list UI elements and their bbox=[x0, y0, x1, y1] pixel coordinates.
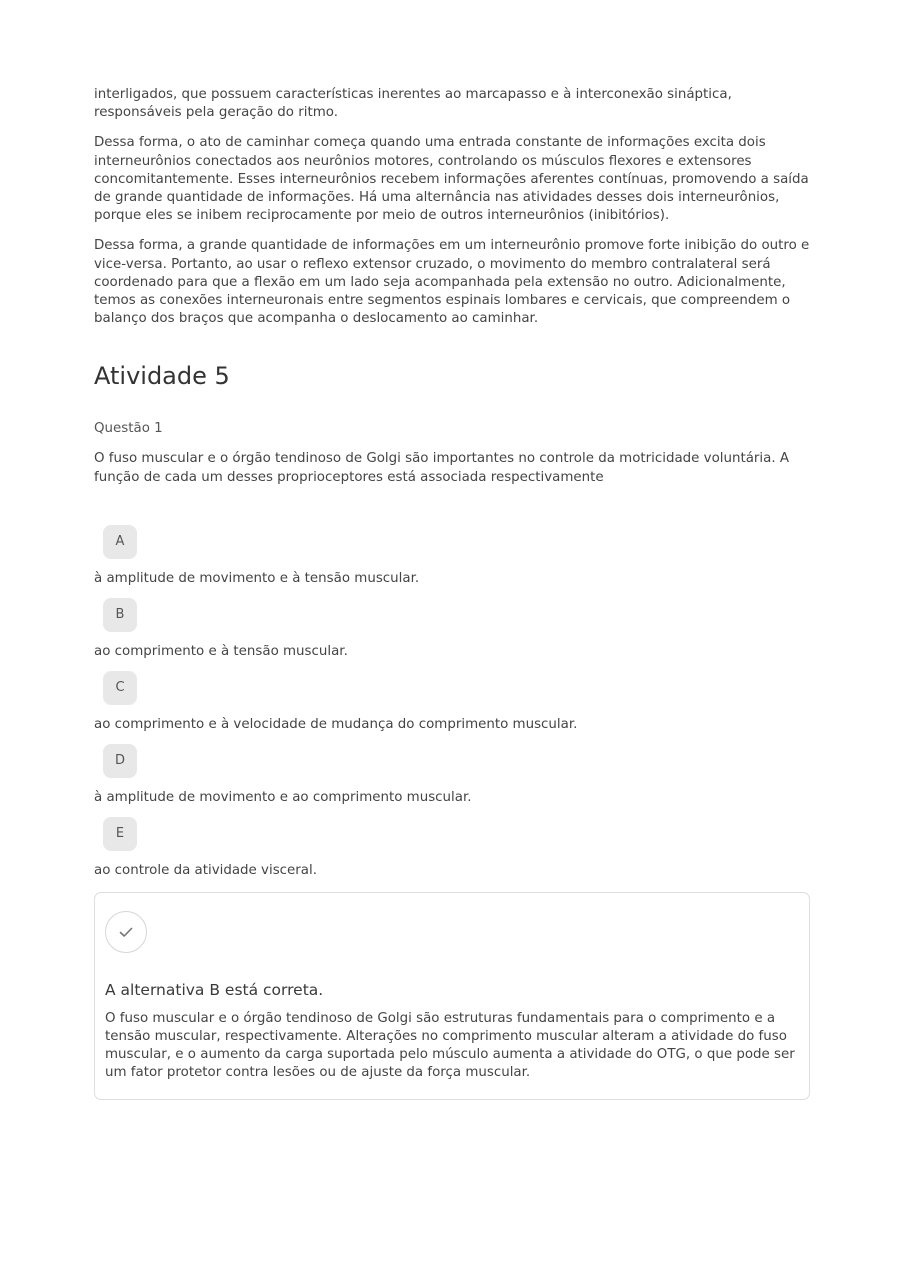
question-label: Questão 1 bbox=[94, 421, 163, 437]
answer-title: A alternativa B está correta. bbox=[105, 980, 324, 999]
option-letter-badge[interactable]: B bbox=[103, 598, 137, 632]
option-letter-badge[interactable]: D bbox=[103, 744, 137, 778]
question-text: O fuso muscular e o órgão tendinoso de Golgi são importantes no controle da motricidade voluntária. A função de cada um desses proprioceptores está associada respectivamente bbox=[94, 451, 790, 485]
option-text[interactable]: ao comprimento e à tensão muscular. bbox=[94, 643, 348, 659]
option-d[interactable] bbox=[94, 744, 810, 817]
option-letter-badge[interactable]: E bbox=[103, 817, 137, 851]
option-b[interactable] bbox=[94, 598, 810, 671]
section-title: Atividade 5 bbox=[94, 362, 230, 391]
answer-feedback-card bbox=[94, 892, 810, 1100]
option-c[interactable] bbox=[94, 671, 810, 744]
answer-explanation: O fuso muscular e o órgão tendinoso de Golgi são estruturas fundamentais para o comprimento e a tensão muscular, respectivamente. Alterações no comprimento muscular alteram a atividade do fuso muscular, e o aumento da carga suportada pelo músculo aumenta a atividade do OTG, o que pode ser um fator protetor contra lesões ou de ajuste da força muscular. bbox=[105, 1010, 795, 1081]
option-letter-badge[interactable]: C bbox=[103, 671, 137, 705]
option-text[interactable]: à amplitude de movimento e à tensão muscular. bbox=[94, 570, 420, 586]
options-list bbox=[94, 525, 810, 890]
option-a[interactable] bbox=[94, 525, 810, 598]
option-text[interactable]: à amplitude de movimento e ao comprimento muscular. bbox=[94, 789, 472, 805]
intro-paragraph: Dessa forma, a grande quantidade de informações em um interneurônio promove forte inibição do outro e vice-versa. Portanto, ao usar o reflexo extensor cruzado, o movimento do membro contralateral será coordenado para que a flexão em um lado seja acompanhada pela extensão no outro. Adicionalmente, temos as conexões interneuronais entre segmentos espinais lombares e cervicais, que compreendem o balanço dos braços que acompanha o deslocamento ao caminhar. bbox=[94, 238, 810, 327]
option-text[interactable]: ao controle da atividade visceral. bbox=[94, 862, 317, 878]
document-content bbox=[94, 86, 810, 1100]
intro-paragraph: Dessa forma, o ato de caminhar começa quando uma entrada constante de informações excita dois interneurônios conectados aos neurônios motores, controlando os músculos flexores e extensores concomitantemente. Esses interneurônios recebem informações aferentes contínuas, promovendo a saída de grande quantidade de informações. Há uma alternância nas atividades desses dois interneurônios, porque eles se inibem reciprocamente por meio de outros interneurônios (inibitórios). bbox=[94, 135, 809, 224]
option-text[interactable]: ao comprimento e à velocidade de mudança do comprimento muscular. bbox=[94, 716, 578, 732]
intro-paragraph: interligados, que possuem características inerentes ao marcapasso e à interconexão sináptica, responsáveis pela geração do ritmo. bbox=[94, 87, 732, 121]
option-letter-badge[interactable]: A bbox=[103, 525, 137, 559]
check-icon bbox=[105, 911, 147, 953]
option-e[interactable] bbox=[94, 817, 810, 890]
